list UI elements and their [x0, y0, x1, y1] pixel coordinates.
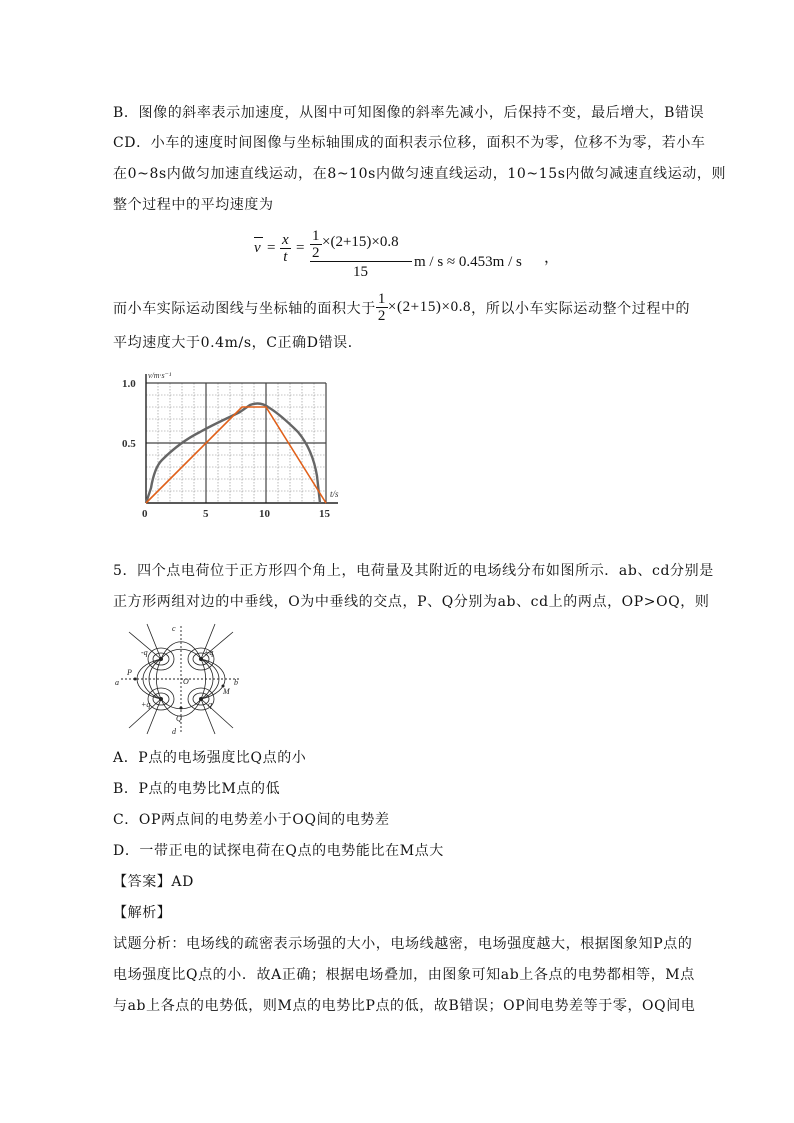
analysis-line: 与ab上各点的电势低，则M点的电势比P点的低，故B错误；OP间电势差等于零，OQ间电 [113, 998, 696, 1014]
big-fraction-numerator [310, 228, 412, 262]
label-d: d [172, 727, 176, 736]
x-axis-label: t/s [330, 489, 339, 499]
y-tick-label: 1.0 [122, 378, 136, 390]
numerator-rest: ×(2+15)×0.8 [322, 234, 399, 250]
analysis-line: 试题分析：电场线的疏密表示场强的大小，电场线越密，电场强度越大，根据图象知P点的 [113, 936, 693, 952]
question-5-line: 5．四个点电荷位于正方形四个角上，电荷量及其附近的电场线分布如图所示．ab、cd分别是 [113, 563, 714, 579]
vbar-overline [254, 237, 263, 238]
electric-field-diagram [115, 622, 243, 738]
option-d: D．一带正电的试探电荷在Q点的电势能比在M点大 [113, 843, 444, 859]
text-line: 在0~8s内做匀加速直线运动，在8~10s内做匀速直线运动，10~15s内做匀减速直线运动，则 [113, 166, 727, 182]
equals-sign: = [267, 240, 276, 256]
label-P: P [127, 668, 132, 677]
denominator: 15 [353, 264, 368, 280]
one-half: $\frac{1}{2}$ [377, 291, 386, 324]
label-Q: Q [176, 714, 182, 723]
velocity-time-graph [118, 366, 346, 522]
text-line: 整个过程中的平均速度为 [113, 197, 274, 213]
one-half: $\frac{1}{2}$ [312, 228, 320, 261]
x-tick-label: 10 [259, 508, 270, 520]
field-labels [115, 624, 238, 736]
text-line: 平均速度大于0.4m/s，C正确D错误． [113, 335, 363, 351]
answer: 【答案】AD [113, 874, 194, 890]
label-O: O [183, 677, 189, 686]
analysis-line: 电场强度比Q点的小．故A正确；根据电场叠加，由图象可知ab上各点的电势都相等，M点 [113, 967, 695, 983]
x-tick-label: 5 [203, 508, 209, 520]
label-b: b [234, 678, 238, 687]
analysis-heading: 【解析】 [113, 905, 172, 921]
unit-approx: m / s ≈ 0.453m / s [414, 254, 522, 270]
formula-tail: ， [544, 250, 560, 266]
label-charge: -q [141, 648, 148, 657]
text-line: CD．小车的速度时间图像与坐标轴围成的面积表示位移，面积不为零，位移不为零，若小车 [113, 135, 706, 151]
text-line: 而小车实际运动图线与坐标轴的面积大于 $\frac{1}{2}$ ×(2+15)×0.8，所以小车实际运动整个过程中的 [113, 291, 691, 324]
option-b: B．P点的电势比M点的低 [113, 781, 281, 797]
text-line: B．图像的斜率表示加速度，从图中可知图像的斜率先减小，后保持不变，最后增大，B错误 [113, 105, 705, 121]
label-M: M [223, 687, 230, 696]
x-tick-label: 0 [142, 508, 148, 520]
y-tick-label: 0.5 [122, 438, 136, 450]
label-c: c [172, 624, 176, 633]
equals-sign: = [296, 240, 305, 256]
label-charge: +q [204, 648, 214, 657]
x-over-t: $\frac{x}{t}$ [282, 232, 289, 265]
question-5-line: 正方形两组对边的中垂线，O为中垂线的交点，P、Q分别为ab、cd上的两点，OP>OQ，则 [113, 594, 710, 610]
label-a: a [115, 678, 119, 687]
x-tick-label: 15 [319, 508, 330, 520]
label-charge: q [208, 700, 212, 709]
option-c: C．OP两点间的电势差小于OQ间的电势差 [113, 812, 390, 828]
vbar: v [254, 240, 261, 256]
option-a: A．P点的电场强度比Q点的小 [113, 750, 307, 766]
label-charge: +q [141, 700, 151, 709]
y-axis-label: v/m·s⁻¹ [148, 371, 172, 380]
graph-background [118, 366, 346, 522]
